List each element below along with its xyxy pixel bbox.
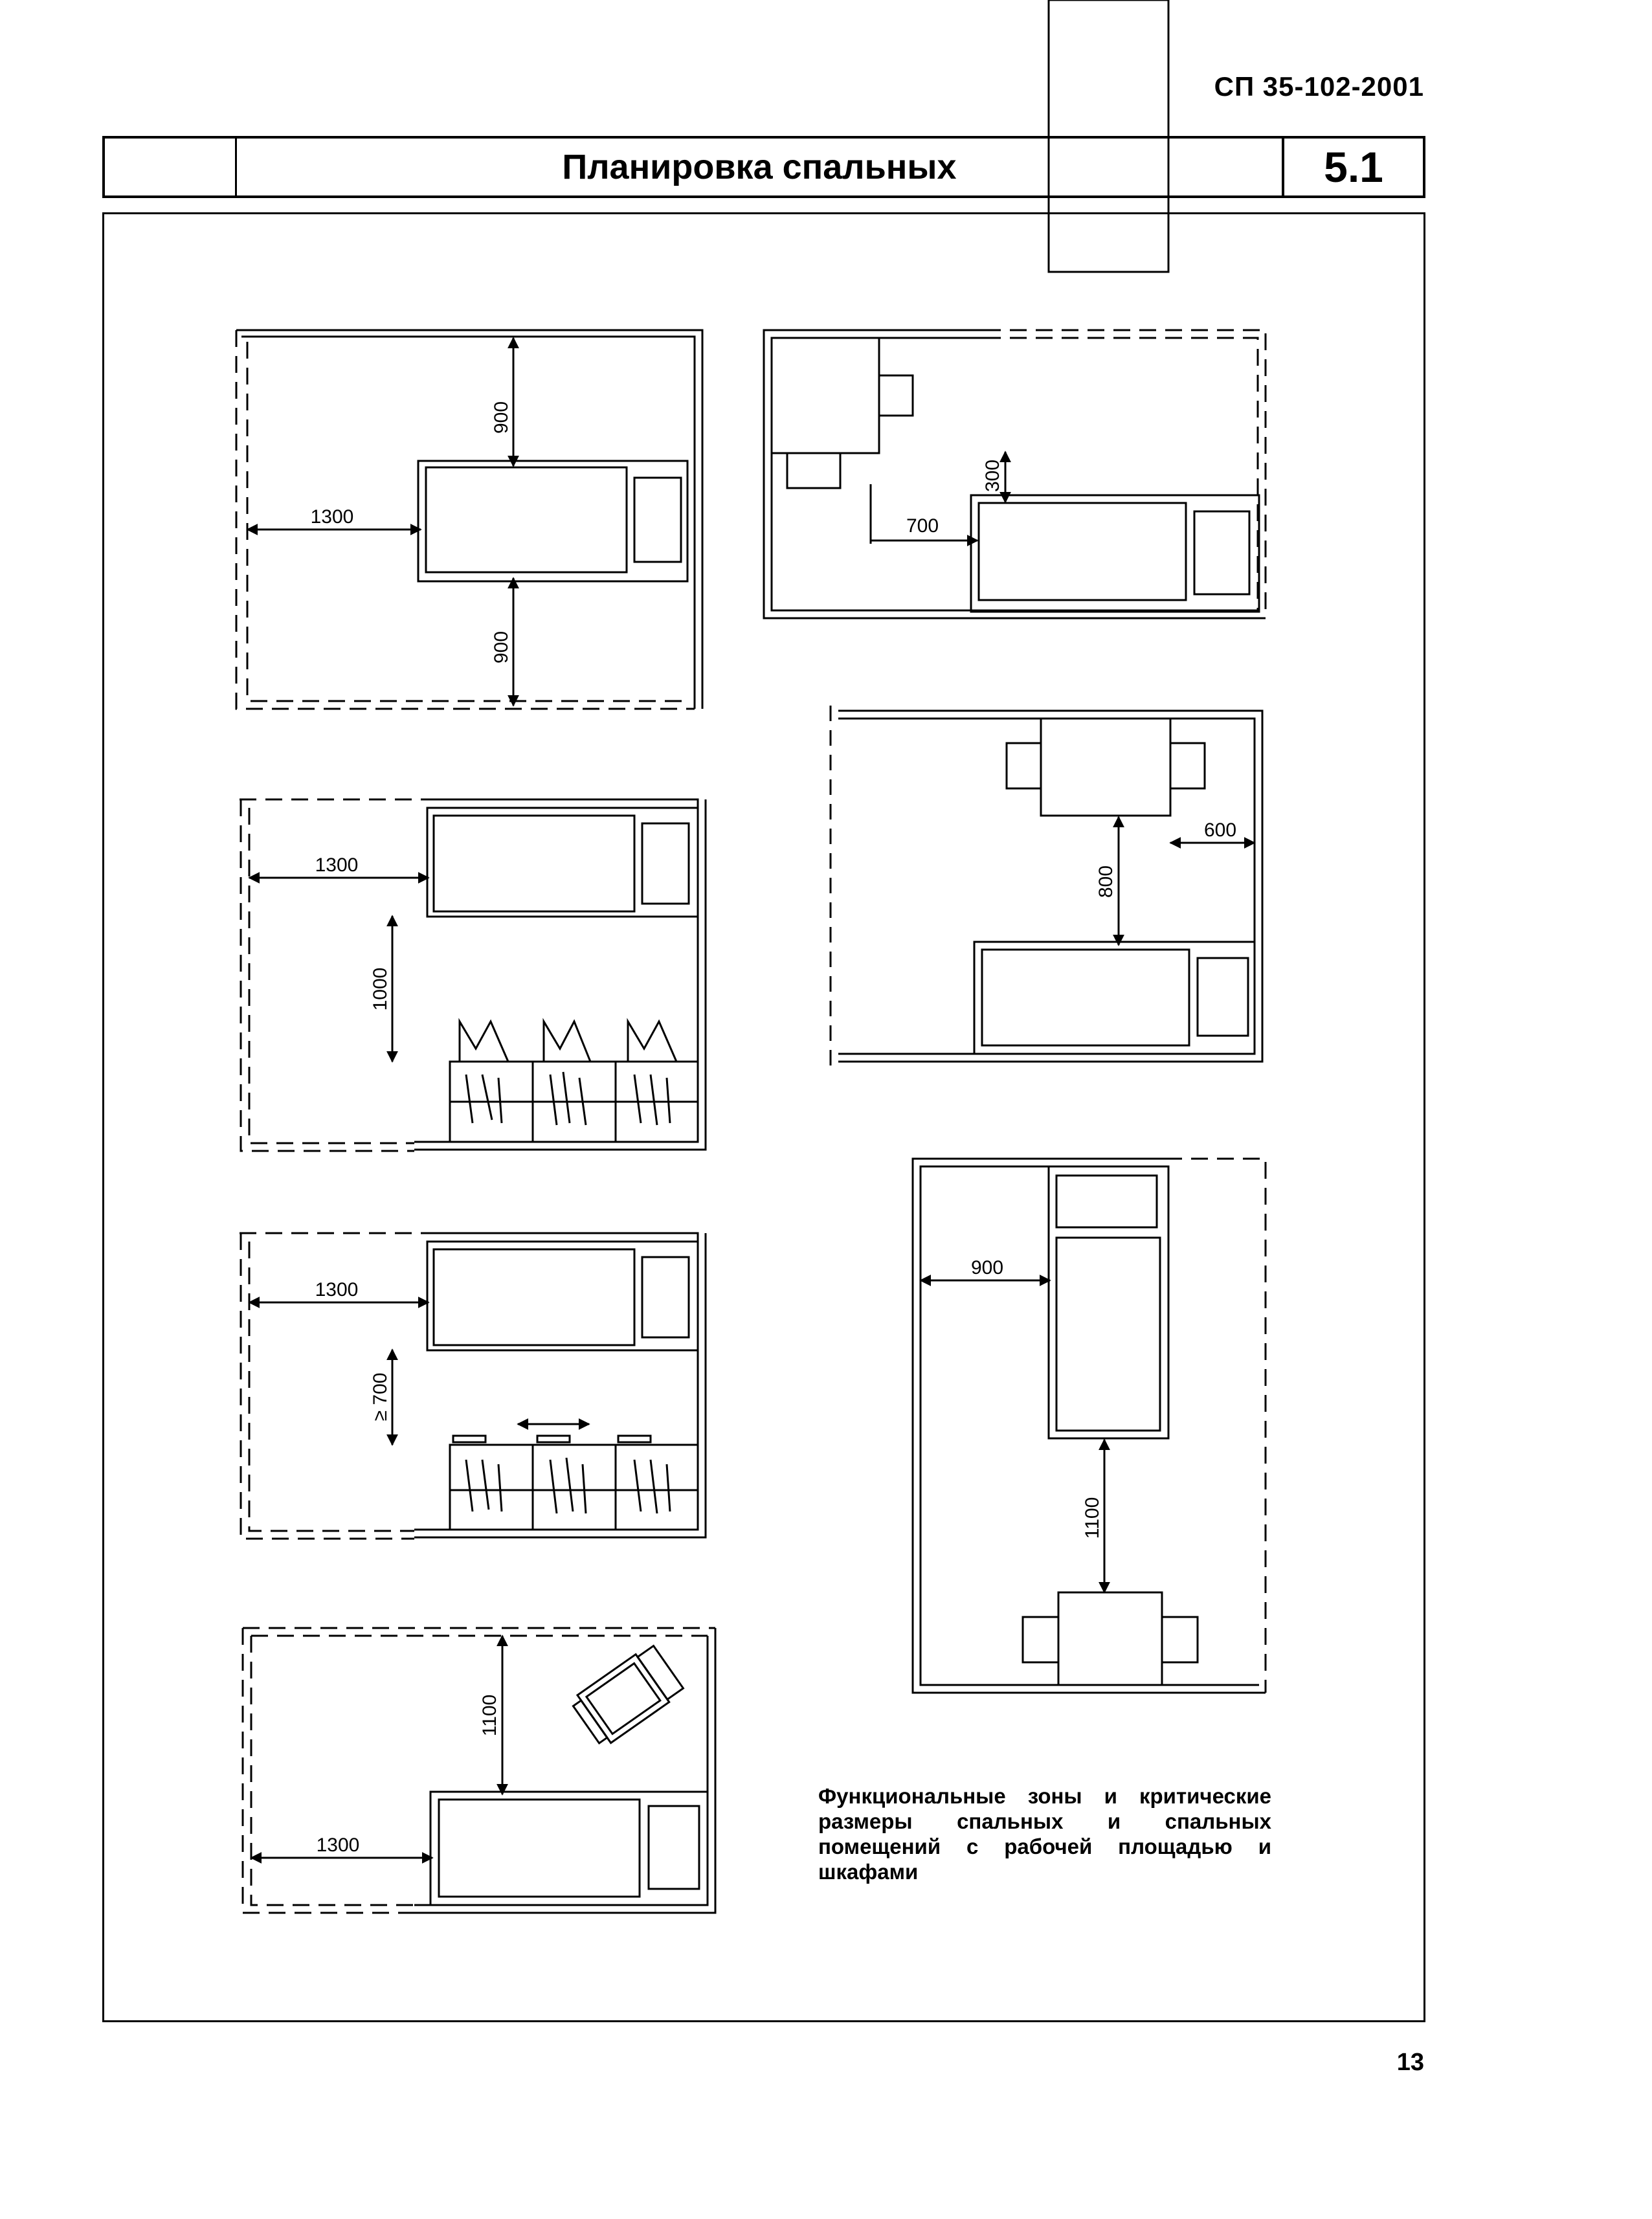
plan-4-desk-bed	[831, 706, 1262, 1068]
section-title: Планировка спальных	[237, 139, 1284, 195]
plan-2-desk-bed	[764, 330, 1266, 618]
plan-5-bed-sliding-wardrobes	[240, 1233, 706, 1539]
plan-3-bed-wardrobes	[240, 799, 706, 1151]
dim-p5-vert: ≥ 700	[370, 1372, 391, 1422]
dim-p4-right: 600	[1203, 820, 1237, 841]
dim-p2-vert: 300	[982, 459, 1003, 493]
plan-6-bed-table	[913, 0, 1266, 1693]
dim-p3-left: 1300	[315, 854, 359, 876]
dim-p7-left: 1300	[316, 1834, 360, 1856]
dim-p6-vert: 1100	[1082, 1497, 1103, 1539]
dim-p7-vert: 1100	[479, 1694, 500, 1737]
dim-p2-horiz: 700	[906, 515, 939, 537]
dim-p3-vert: 1000	[370, 967, 391, 1011]
dim-p1-left: 1300	[310, 506, 354, 528]
dim-p1-bottom: 900	[491, 630, 512, 664]
dim-p6-left: 900	[970, 1257, 1004, 1278]
plan-1-bed-clearances	[236, 330, 702, 709]
dim-p1-top: 900	[491, 401, 512, 434]
section-number: 5.1	[1324, 143, 1383, 191]
dim-p5-left: 1300	[315, 1279, 359, 1300]
plan-7-bed-armchair	[243, 1628, 715, 1913]
document-code: СП 35-102-2001	[1214, 71, 1424, 102]
figure-caption: Функциональные зоны и критические размеры спальных и спальных помещений с рабочей площадью и шкафами	[818, 1784, 1271, 1884]
dim-p4-vert: 800	[1095, 865, 1117, 898]
page-number: 13	[1396, 2049, 1424, 2076]
